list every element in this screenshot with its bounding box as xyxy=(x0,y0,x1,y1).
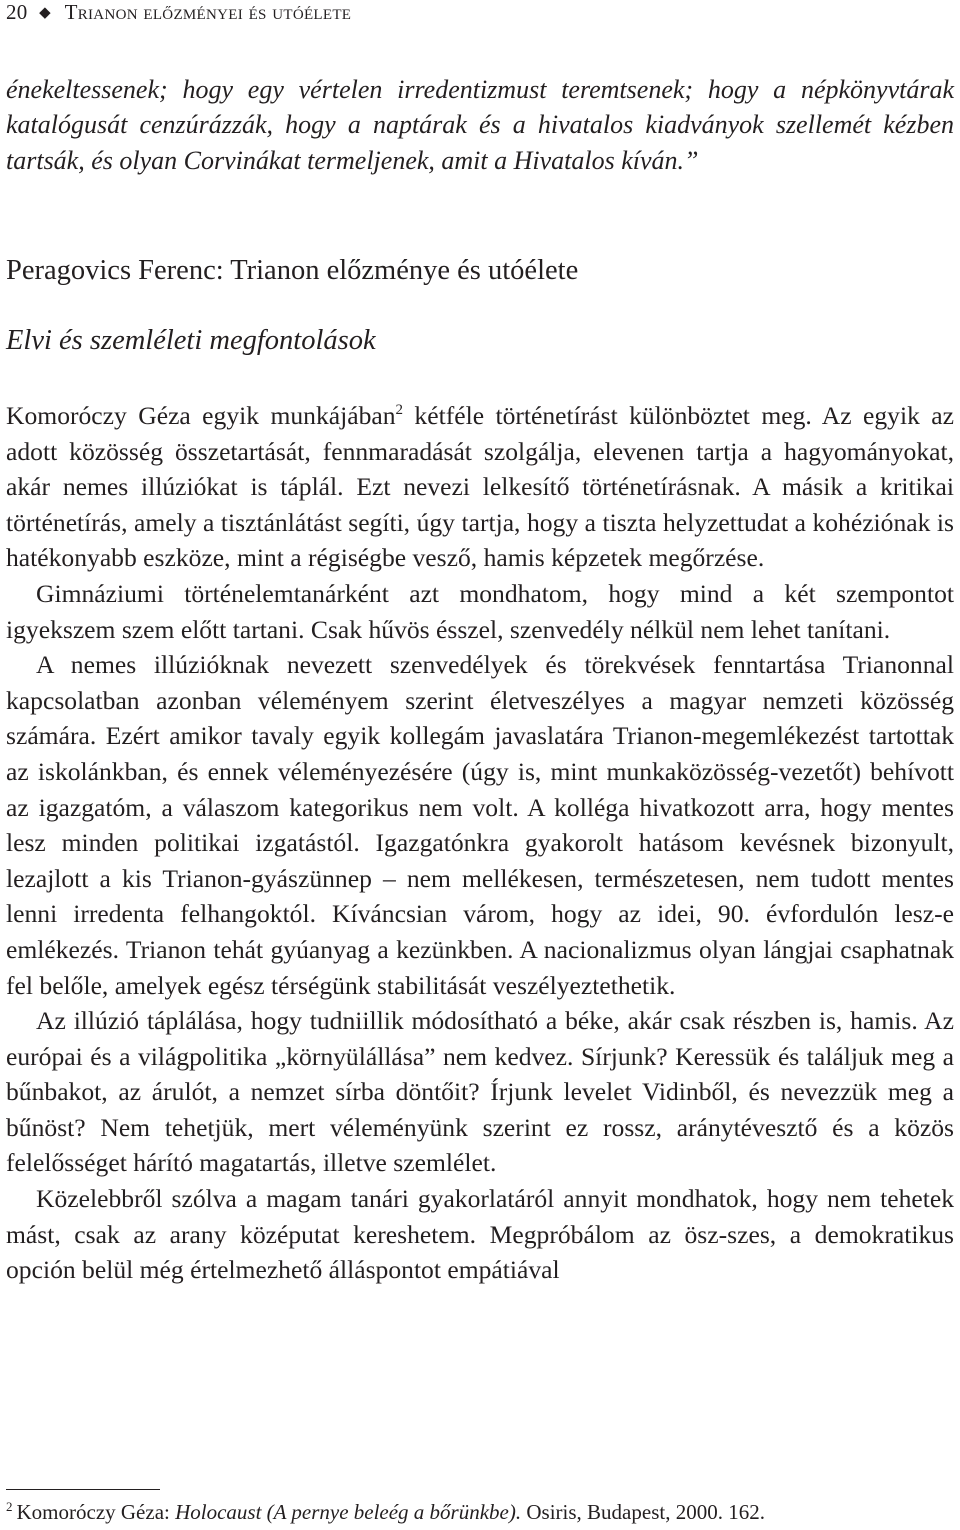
paragraph-text: kétféle történetírást különböztet meg. Az egyik az adott közösség összetartását, fennmaradását szolgálja, elevenen tartja a hagyományokat, akár nemes illúziókat is táplál. Ezt nevezi lelkesítő történetírásnak. A másik a kritikai történetírás, amely a tisztánlátást segíti, úgy tartja, hogy a tiszta helyzettudat a kohéziónak is hatékonyabb eszköze, mint a régiségbe vesző, hamis képzetek megőrzése. xyxy=(6,401,954,573)
paragraph: Közelebbről szólva a magam tanári gyakorlatáról annyit mondhatok, hogy nem tehetek mást, csak az arany középutat kereshetem. Megpróbálom az ösz-szes, a demokratikus opción belül még értelmezhető álláspontot empátiával xyxy=(6,1184,954,1285)
footnote-reference: 2 xyxy=(395,402,404,418)
footnote-author: Komoróczy Géza: xyxy=(16,1500,176,1524)
diamond-icon: ◆ xyxy=(39,5,52,21)
paragraph xyxy=(6,398,954,576)
article-heading: Peragovics Ferenc: Trianon előzménye és utóélete xyxy=(6,255,579,286)
paragraph: Az illúzió táplálása, hogy tudniillik módosítható a béke, akár csak részben is, hamis. Az európai és a világpolitika „környülállása” nem kedvez. Sírjunk? Keressük és találjuk meg a bűnbakot, az árulót, a nemzet sírba döntőit? Írjunk levelet Vidinből, és nevezzük meg a bűnöst? Nem tehetjük, mert véleményünk szerint ez rossz, aránytévesztő és a közös felelősséget hárító magatartás, illetve szemlélet. xyxy=(6,1006,954,1178)
quote-continuation: énekeltessenek; hogy egy vértelen irredentizmust teremtsenek; hogy a népkönyvtárak katalógusát cenzúrázzák, hogy a naptárak és a hivatalos kiadványok szellemét kézben tartsák, és olyan Corvinákat termeljenek, amit a Hivatalos kíván.” xyxy=(6,75,954,175)
running-head-title: Trianon előzményei és utóélete xyxy=(64,0,352,24)
body-text xyxy=(6,398,954,1288)
footnote xyxy=(6,1498,954,1526)
footnote-number: 2 xyxy=(6,1499,13,1514)
footnote-divider xyxy=(6,1489,160,1490)
footnote-publication: Osiris, Budapest, 2000. 162. xyxy=(521,1500,765,1524)
paragraph: A nemes illúzióknak nevezett szenvedélyek és törekvések fenntartása Trianonnal kapcsolatban azonban véleményem szerint életveszélyes a magyar nemzeti közösség számára. Ezért amikor tavaly egyik kollegám javaslatára Trianon-megemlékezést tartottak az iskolánkban, és ennek véleményezésére (úgy is, mint munkaközösség-vezetőt) behívott az igazgatóm, a válaszom kategorikus nem volt. A kolléga hivatkozott arra, hogy mentes lesz minden politikai izgatástól. Igazgatónkra gyakorolt hatásom kevésnek bizonyult, lezajlott a kis Trianon-gyászünnep – nem mellékesen, természetesen, nem tudott mentes lenni irredenta felhangoktól. Kíváncsian várom, hogy az idei, 90. évfordulón lesz-e emlékezés. Trianon tehát gyúanyag a kezünkben. A nacionalizmus olyan lángjai csaphatnak fel belőle, amelyek egész térségünk stabilitását veszélyeztethetik. xyxy=(6,650,954,1000)
running-head xyxy=(6,0,351,29)
paragraph-text: Komoróczy Géza egyik munkájában xyxy=(6,401,396,430)
section-heading: Elvi és szemléleti megfontolások xyxy=(6,325,376,356)
paragraph: Gimnáziumi történelemtanárként azt mondhatom, hogy mind a két szempontot igyekszem szem előtt tartani. Csak hűvös ésszel, szenvedély nélkül nem lehet tanítani. xyxy=(6,578,954,644)
footnote-title: Holocaust (A pernye beleég a bőrünkbe). xyxy=(175,1500,522,1524)
page-number: 20 xyxy=(6,0,28,24)
